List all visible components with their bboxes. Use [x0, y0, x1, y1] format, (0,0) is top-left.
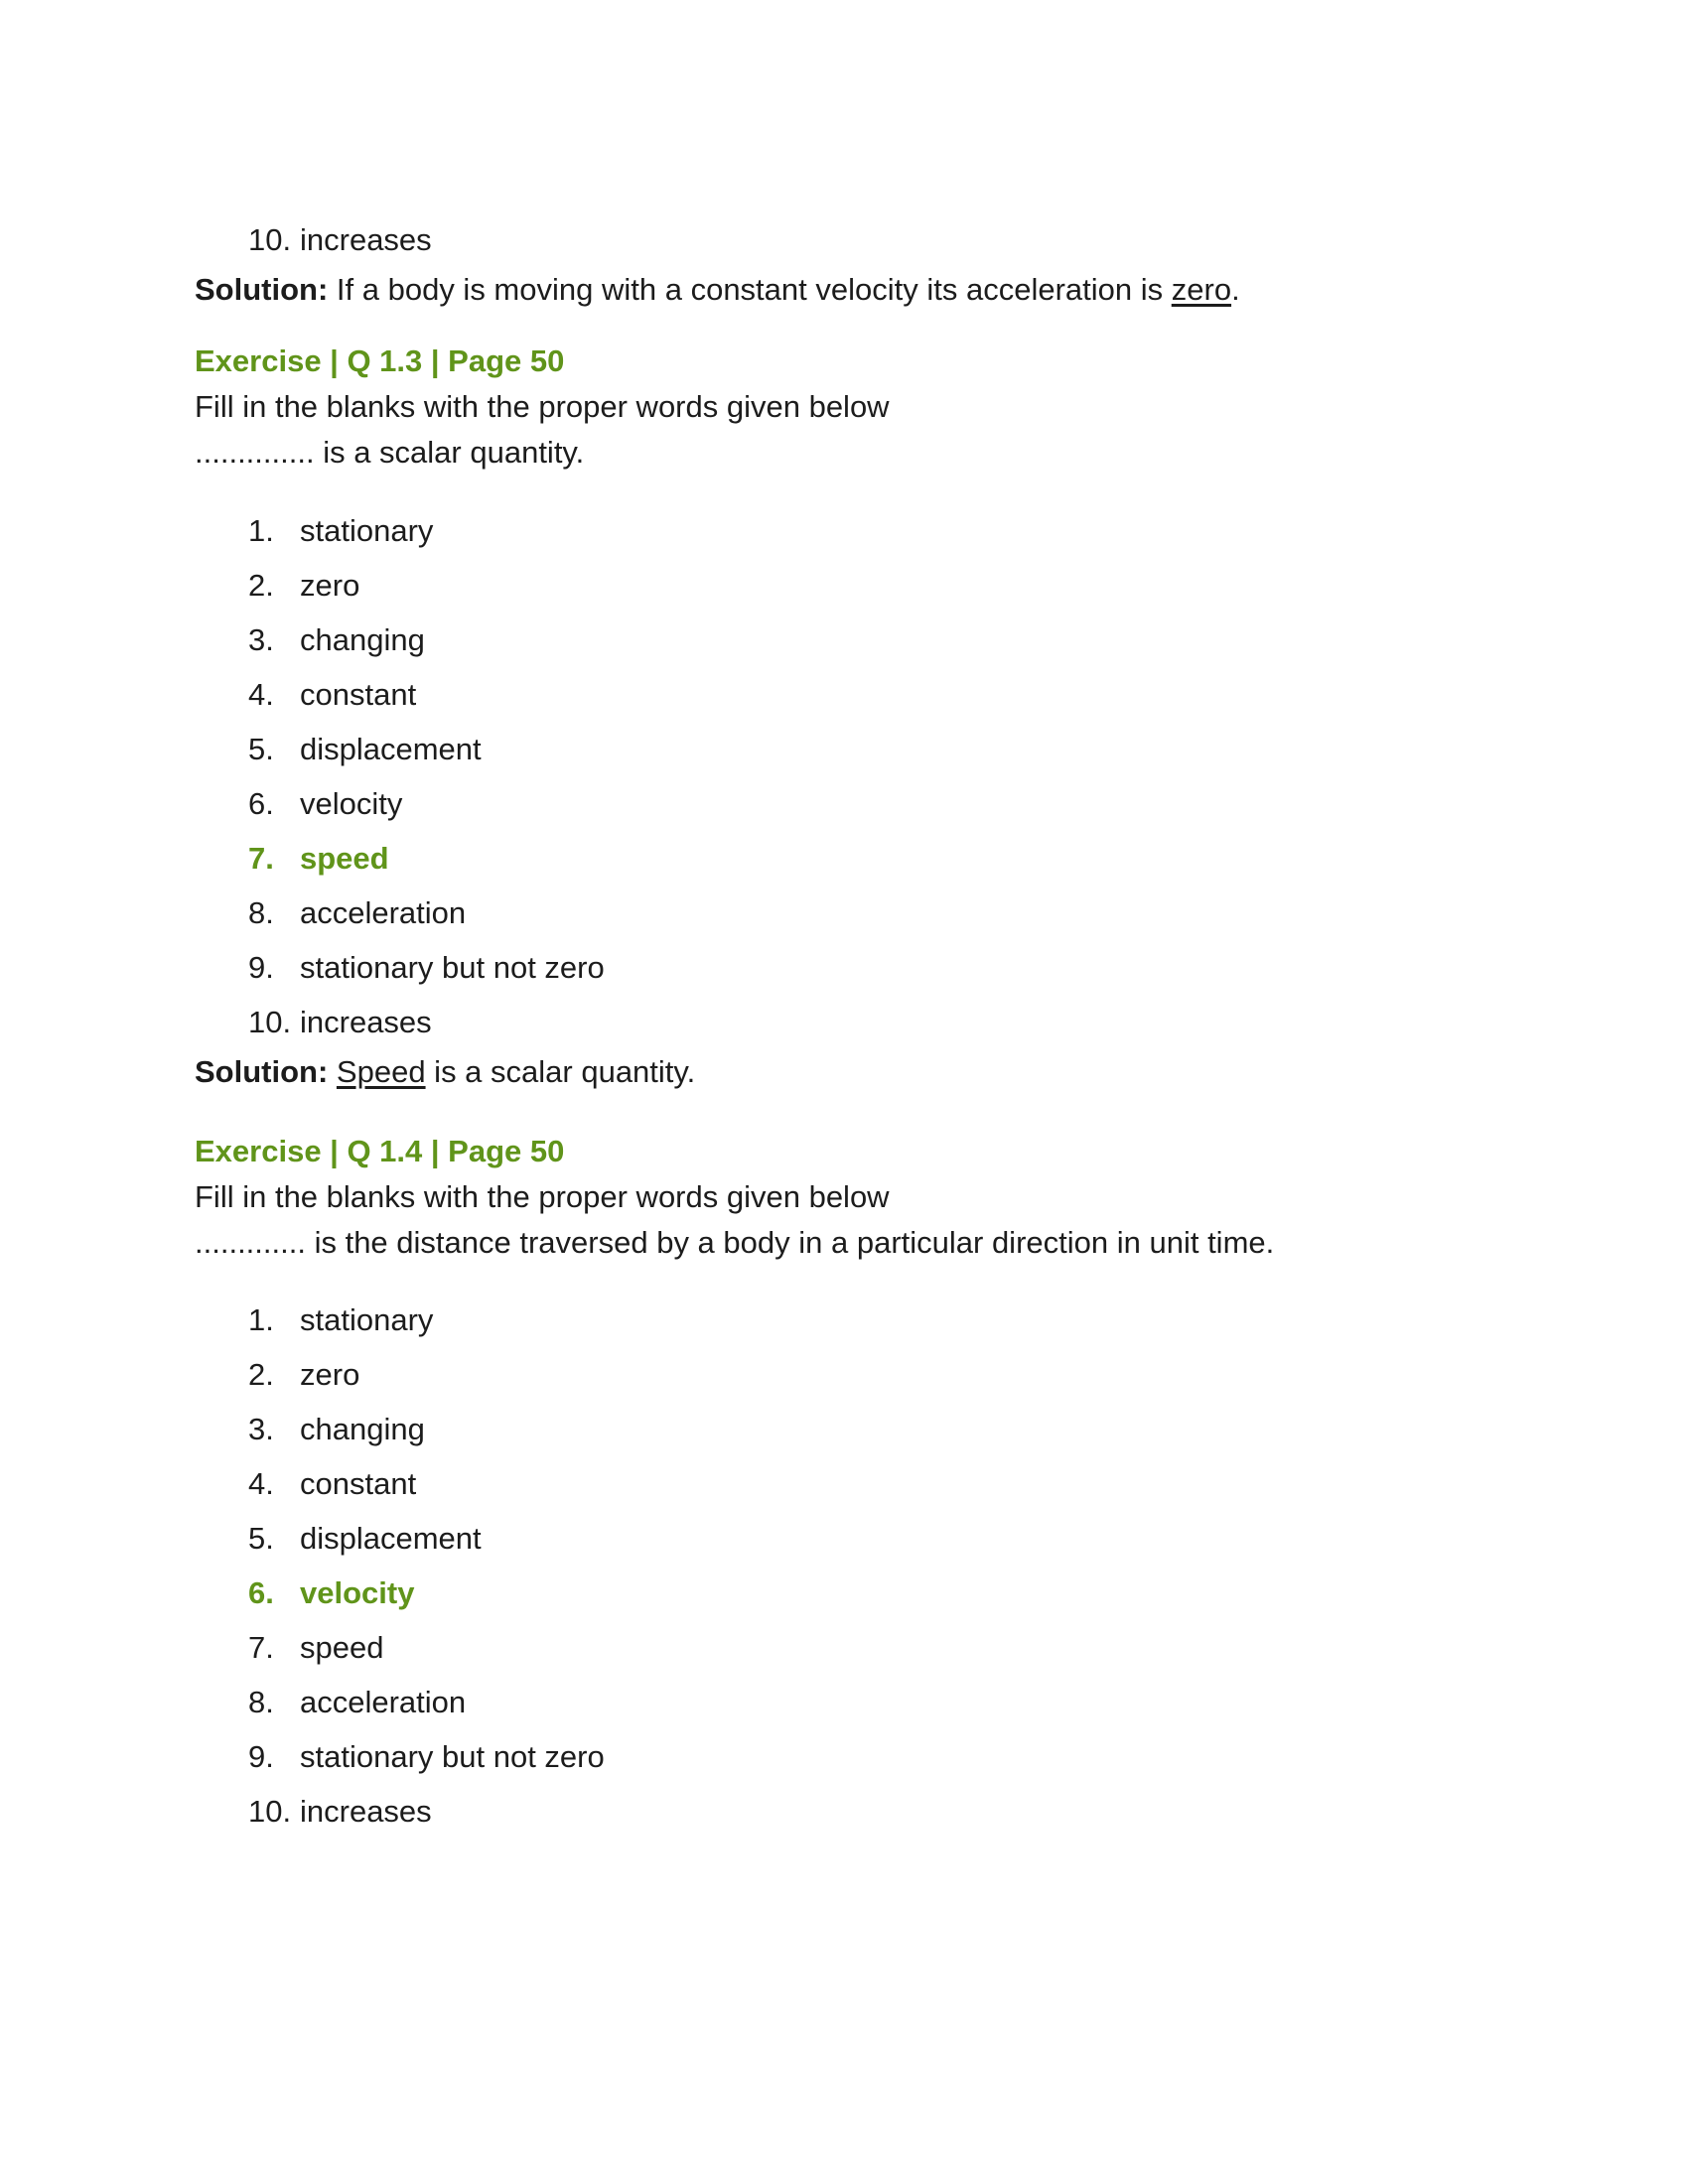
list-item-number: 3.: [248, 622, 274, 657]
list-item: [248, 995, 1589, 1049]
list-item-number: 8.: [248, 1685, 274, 1719]
list-item: [248, 1566, 1589, 1620]
list-item-number: 7.: [248, 841, 274, 876]
list-item-label: increases: [300, 1005, 432, 1039]
list-item-number: 10.: [248, 222, 292, 257]
solution-text-after: .: [1231, 272, 1240, 307]
list-item: [248, 1402, 1589, 1456]
list-item-label: increases: [300, 1794, 432, 1829]
list-item-number: 10.: [248, 1794, 292, 1829]
list-item: [248, 667, 1589, 722]
list-item: [248, 558, 1589, 613]
list-item: [248, 1293, 1589, 1347]
list-item-label: increases: [300, 222, 432, 257]
list-item-number: 5.: [248, 1521, 274, 1556]
list-item: [248, 1456, 1589, 1511]
solution-line: [195, 1049, 1589, 1095]
list-item-label: displacement: [300, 1521, 482, 1556]
list-item-label: velocity: [300, 1575, 415, 1610]
list-item-label: changing: [300, 622, 425, 657]
list-item: [248, 722, 1589, 776]
list-item-label: stationary but not zero: [300, 950, 605, 985]
list-item: [248, 1620, 1589, 1675]
list-item-label: speed: [300, 1630, 384, 1665]
list-item: [248, 1675, 1589, 1729]
list-item: [248, 503, 1589, 558]
exercise-question: .............. is a scalar quantity.: [195, 435, 585, 470]
list-item: [248, 831, 1589, 886]
solution-text-before: If a body is moving with a constant velocity its acceleration is: [328, 272, 1172, 307]
list-item-label: changing: [300, 1412, 425, 1446]
list-item-number: 6.: [248, 786, 274, 821]
list-item-label: speed: [300, 841, 389, 876]
list-item-number: 1.: [248, 1302, 274, 1337]
list-item-number: 8.: [248, 895, 274, 930]
list-item: [248, 212, 1589, 267]
solution-underlined-answer: zero: [1171, 272, 1232, 307]
list-item-number: 10.: [248, 1005, 292, 1039]
list-item-label: zero: [300, 568, 360, 603]
solution-underlined-answer: Speed: [336, 1054, 426, 1089]
list-item-number: 3.: [248, 1412, 274, 1446]
exercise-prompt: Fill in the blanks with the proper words given below: [195, 1179, 890, 1214]
options-list-q1-4: [248, 1293, 1589, 1839]
list-item: [248, 1511, 1589, 1566]
list-item-number: 2.: [248, 1357, 274, 1392]
list-item: [248, 613, 1589, 667]
list-item-number: 5.: [248, 732, 274, 766]
exercise-heading-q1-4: Exercise | Q 1.4 | Page 50: [195, 1134, 565, 1168]
list-item: [248, 940, 1589, 995]
solution-label: Solution:: [195, 1054, 329, 1089]
list-item-label: stationary: [300, 1302, 434, 1337]
exercise-prompt: Fill in the blanks with the proper words given below: [195, 389, 890, 424]
list-item: [248, 1784, 1589, 1839]
list-item-number: 2.: [248, 568, 274, 603]
list-item-number: 9.: [248, 950, 274, 985]
list-item: [248, 1729, 1589, 1784]
solution-text-before: [328, 1054, 337, 1089]
list-item-label: displacement: [300, 732, 482, 766]
solution-line: [195, 267, 1589, 313]
list-item-label: velocity: [300, 786, 403, 821]
solution-text-after: is a scalar quantity.: [425, 1054, 696, 1089]
list-item-label: acceleration: [300, 1685, 467, 1719]
list-item-label: zero: [300, 1357, 360, 1392]
list-item-label: acceleration: [300, 895, 467, 930]
list-item-number: 7.: [248, 1630, 274, 1665]
list-item: [248, 1347, 1589, 1402]
list-item-number: 1.: [248, 513, 274, 548]
list-item-label: constant: [300, 677, 417, 712]
solution-label: Solution:: [195, 272, 329, 307]
list-item: [248, 776, 1589, 831]
list-item-label: stationary but not zero: [300, 1739, 605, 1774]
list-item-number: 4.: [248, 1466, 274, 1501]
list-item-label: constant: [300, 1466, 417, 1501]
exercise-question: ............. is the distance traversed by a body in a particular direction in unit time.: [195, 1225, 1275, 1260]
exercise-heading-q1-3: Exercise | Q 1.3 | Page 50: [195, 343, 565, 378]
options-list-q1-3: [248, 503, 1589, 1049]
list-item-number: 9.: [248, 1739, 274, 1774]
list-item-label: stationary: [300, 513, 434, 548]
list-item-number: 4.: [248, 677, 274, 712]
list-item-number: 6.: [248, 1575, 274, 1610]
list-item: [248, 886, 1589, 940]
